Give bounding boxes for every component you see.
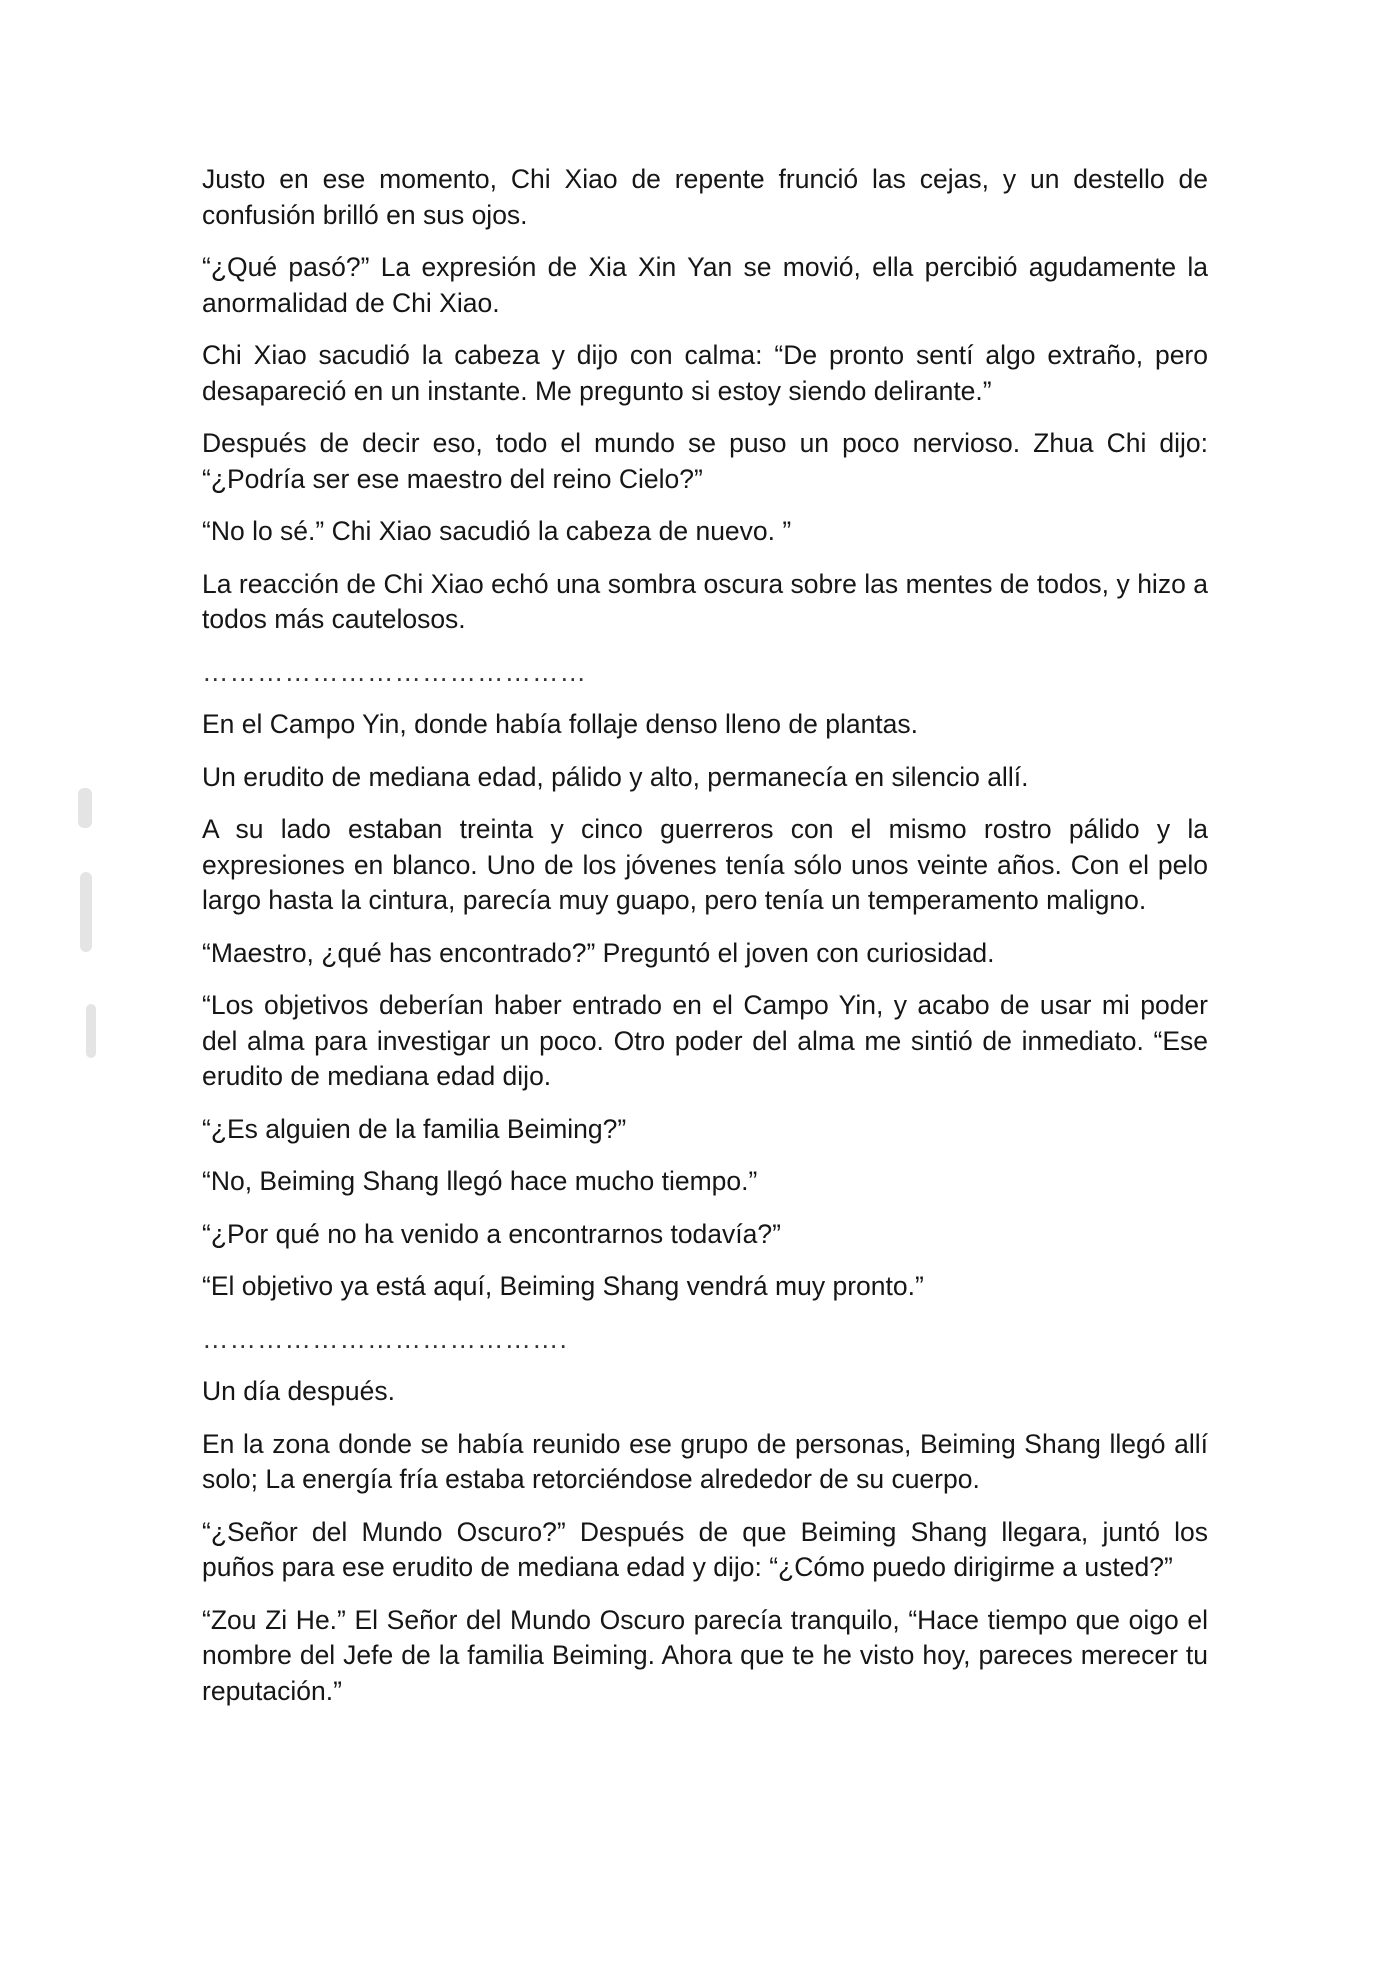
scan-mark bbox=[78, 788, 92, 828]
paragraph: “¿Por qué no ha venido a encontrarnos todavía?” bbox=[202, 1218, 781, 1249]
paragraph: “Zou Zi He.” El Señor del Mundo Oscuro parecía tranquilo, “Hace tiempo que oigo el nombre del Jefe de la familia Beiming. Ahora que te he visto hoy, pareces merecer tu reputación.” bbox=[202, 1604, 1208, 1706]
paragraph: “No, Beiming Shang llegó hace mucho tiempo.” bbox=[202, 1166, 758, 1196]
paragraph: Después de decir eso, todo el mundo se puso un poco nervioso. Zhua Chi dijo: “¿Podría ser ese maestro del reino Cielo?” bbox=[202, 428, 1208, 494]
scan-mark bbox=[86, 1004, 96, 1058]
paragraph: Justo en ese momento, Chi Xiao de repente frunció las cejas, y un destello de confusión brilló en sus ojos. bbox=[202, 164, 1208, 230]
text-body bbox=[202, 162, 1208, 1726]
paragraph: “¿Señor del Mundo Oscuro?” Después de que Beiming Shang llegara, juntó los puños para ese erudito de mediana edad y dijo: “¿Cómo puedo dirigirme a usted?” bbox=[202, 1516, 1208, 1582]
scan-mark bbox=[80, 872, 92, 952]
paragraph: La reacción de Chi Xiao echó una sombra oscura sobre las mentes de todos, y hizo a todos más cautelosos. bbox=[202, 568, 1208, 634]
paragraph: “Los objetivos deberían haber entrado en el Campo Yin, y acabo de usar mi poder del alma para investigar un poco. Otro poder del alma me sintió de inmediato. “Ese erudito de mediana edad dijo. bbox=[202, 990, 1208, 1091]
paragraph: “El objetivo ya está aquí, Beiming Shang vendrá muy pronto.” bbox=[202, 1271, 924, 1301]
paragraph: “Maestro, ¿qué has encontrado?” Preguntó el joven con curiosidad. bbox=[202, 937, 995, 968]
paragraph: A su lado estaban treinta y cinco guerreros con el mismo rostro pálido y la expresiones en blanco. Uno de los jóvenes tenía sólo unos veinte años. Con el pelo largo hasta la cintura, parecía muy guapo, pero tenía un temperamento maligno. bbox=[202, 814, 1208, 915]
section-separator: …………………………………… bbox=[202, 656, 587, 687]
section-separator: …………………………………. bbox=[202, 1323, 568, 1354]
paragraph: En la zona donde se había reunido ese grupo de personas, Beiming Shang llegó allí solo; La energía fría estaba retorciéndose alrededor de su cuerpo. bbox=[202, 1428, 1208, 1494]
paragraph: “¿Qué pasó?” La expresión de Xia Xin Yan se movió, ella percibió agudamente la anormalidad de Chi Xiao. bbox=[202, 252, 1208, 318]
paragraph: Un erudito de mediana edad, pálido y alto, permanecía en silencio allí. bbox=[202, 761, 1029, 792]
paragraph: Un día después. bbox=[202, 1376, 395, 1406]
paragraph: En el Campo Yin, donde había follaje denso lleno de plantas. bbox=[202, 709, 919, 739]
paragraph: “No lo sé.” Chi Xiao sacudió la cabeza de nuevo. ” bbox=[202, 516, 792, 546]
paragraph: Chi Xiao sacudió la cabeza y dijo con calma: “De pronto sentí algo extraño, pero desapareció en un instante. Me pregunto si estoy siendo delirante.” bbox=[202, 340, 1208, 406]
paragraph: “¿Es alguien de la familia Beiming?” bbox=[202, 1113, 627, 1144]
